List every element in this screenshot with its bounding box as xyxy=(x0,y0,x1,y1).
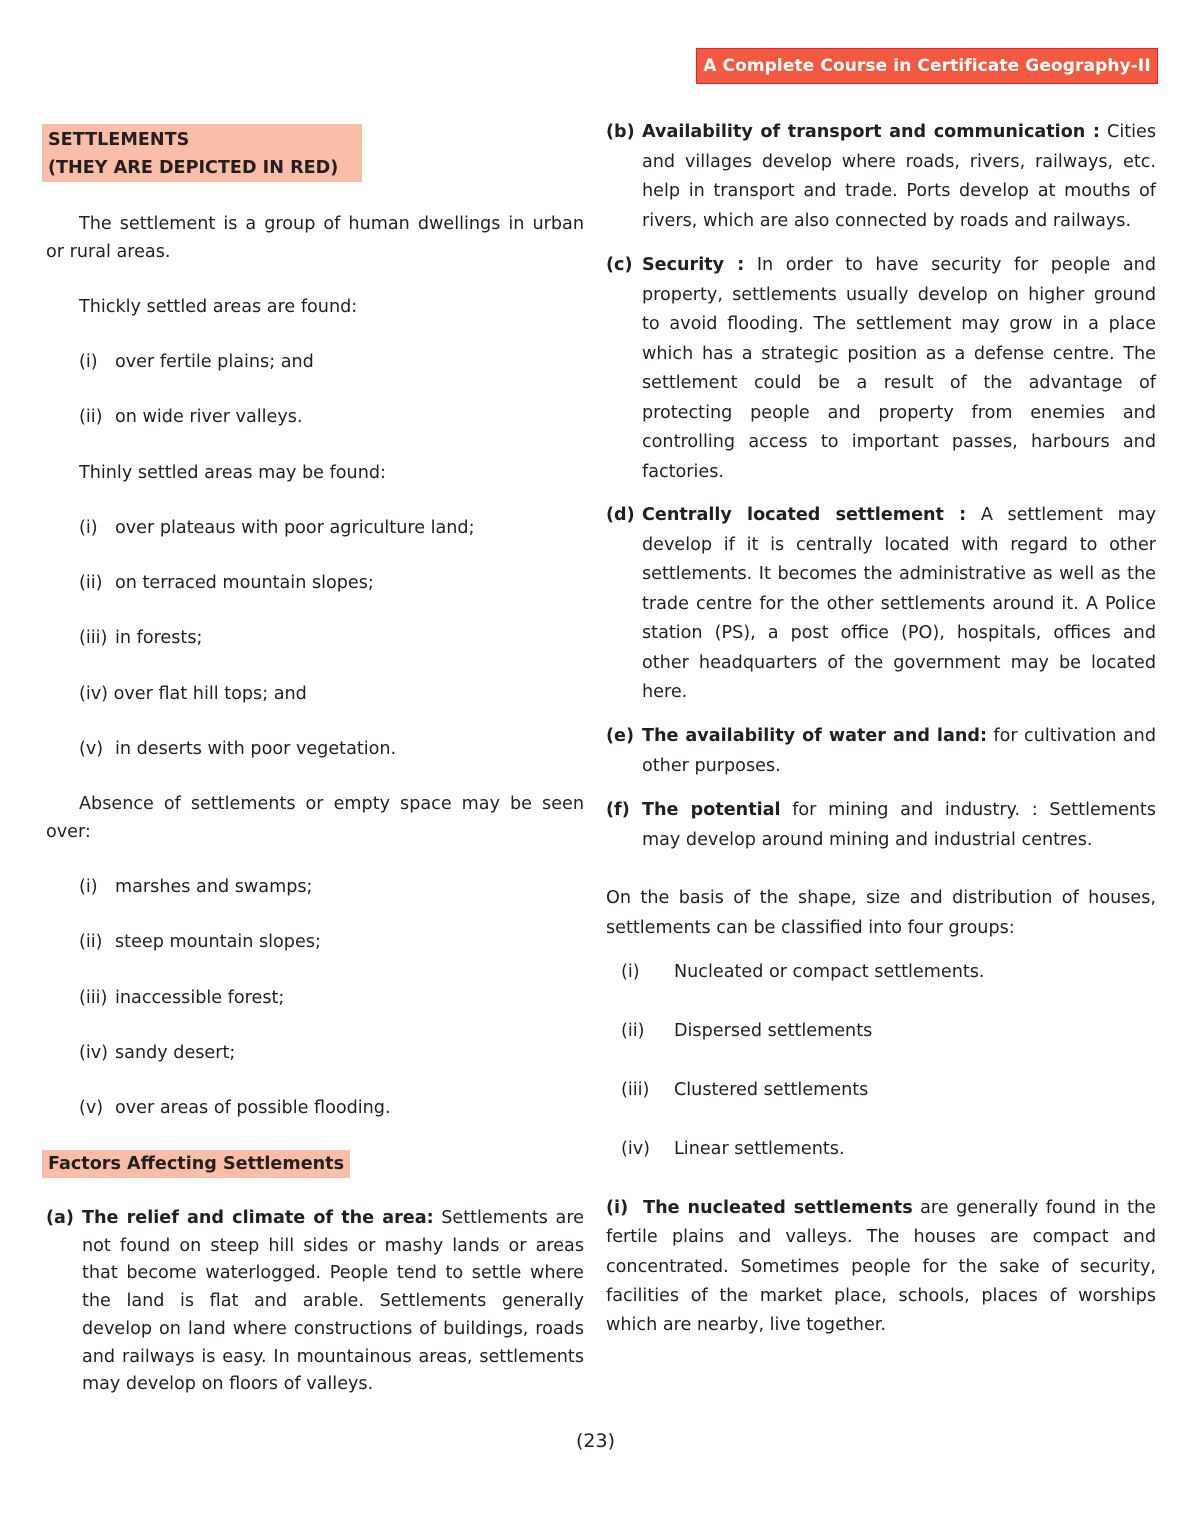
list-item: (i) over fertile plains; and xyxy=(79,352,314,372)
thin-intro: Thinly settled areas may be found: xyxy=(79,463,386,483)
heading-line-2: (THEY ARE DEPICTED IN RED) xyxy=(48,158,339,178)
factor-title: The relief and climate of the area: xyxy=(82,1208,434,1228)
factor-text: Settlements are not found on steep hill sides or mashy lands or areas that become waterlogged. People tend to settle where the land is flat and arable. Settlements generally develop on land where constructions of buildings, roads and railways is easy. In mountainous areas, settlements may develop on floors of valleys. xyxy=(82,1208,584,1395)
list-item: (ii) steep mountain slopes; xyxy=(79,932,321,952)
nucleated-paragraph: (i) The nucleated settlements are generally found in the fertile plains and valleys. The houses are compact and concentrated. Sometimes people for the sake of security, facilities of the market place, schools, places of worships which are nearby, live together. xyxy=(606,1198,1156,1336)
list-item: (ii) on wide river valleys. xyxy=(79,407,303,427)
list-item: (iii) inaccessible forest; xyxy=(79,988,285,1008)
settlements-heading xyxy=(42,124,362,182)
list-item: (iv) sandy desert; xyxy=(79,1043,236,1063)
factor-e: (e) The availability of water and land: for cultivation and other purposes. xyxy=(606,726,1156,776)
list-item: (iv) over flat hill tops; and xyxy=(79,684,307,704)
list-item: (v) in deserts with poor vegetation. xyxy=(79,739,397,759)
factors-heading: Factors Affecting Settlements xyxy=(42,1150,350,1178)
list-item: (ii) on terraced mountain slopes; xyxy=(79,573,374,593)
factor-label: (a) xyxy=(46,1208,74,1228)
intro-paragraph: The settlement is a group of human dwellings in urban or rural areas. xyxy=(46,214,584,262)
absence-intro: Absence of settlements or empty space may be seen over: xyxy=(46,794,584,842)
factor-a xyxy=(46,1205,584,1399)
list-item: (i) marshes and swamps; xyxy=(79,877,313,897)
factor-b: (b) Availability of transport and communication : Cities and villages develop where roads, rivers, railways, etc. help in transport and trade. Ports develop at mouths of rivers, which are also connected by roads and railways. xyxy=(606,122,1156,231)
heading-line-1: SETTLEMENTS xyxy=(48,130,190,150)
group-item: (iii) Clustered settlements xyxy=(621,1080,869,1100)
list-item: (i) over plateaus with poor agriculture land; xyxy=(79,518,475,538)
list-item: (iii) in forests; xyxy=(79,628,203,648)
factor-c: (c) Security : In order to have security for people and property, settlements usually develop on higher ground to avoid flooding. The settlement may grow in a place which has a strategic position as a defense centre. The settlement could be a result of the advantage of protecting people and property from enemies and controlling access to important passes, harbours and factories. xyxy=(606,255,1157,482)
factor-f: (f) The potential for mining and industry. : Settlements may develop around mining and industrial centres. xyxy=(606,800,1156,850)
page-number: (23) xyxy=(575,1430,615,1452)
list-item: (v) over areas of possible flooding. xyxy=(79,1098,391,1118)
running-header: A Complete Course in Certificate Geography-II xyxy=(696,48,1158,84)
group-item: (ii) Dispersed settlements xyxy=(621,1021,873,1041)
classify-intro: On the basis of the shape, size and distribution of houses, settlements can be classified into four groups: xyxy=(606,888,1156,938)
group-item: (iv) Linear settlements. xyxy=(621,1139,845,1159)
group-item: (i) Nucleated or compact settlements. xyxy=(621,962,985,982)
factor-d: (d) Centrally located settlement : A settlement may develop if it is centrally located with regard to other settlements. It becomes the administrative as well as the trade centre for the other settlements around it. A Police station (PS), a post office (PO), hospitals, offices and other headquarters of the government may be located here. xyxy=(606,505,1156,702)
thick-intro: Thickly settled areas are found: xyxy=(79,297,358,317)
